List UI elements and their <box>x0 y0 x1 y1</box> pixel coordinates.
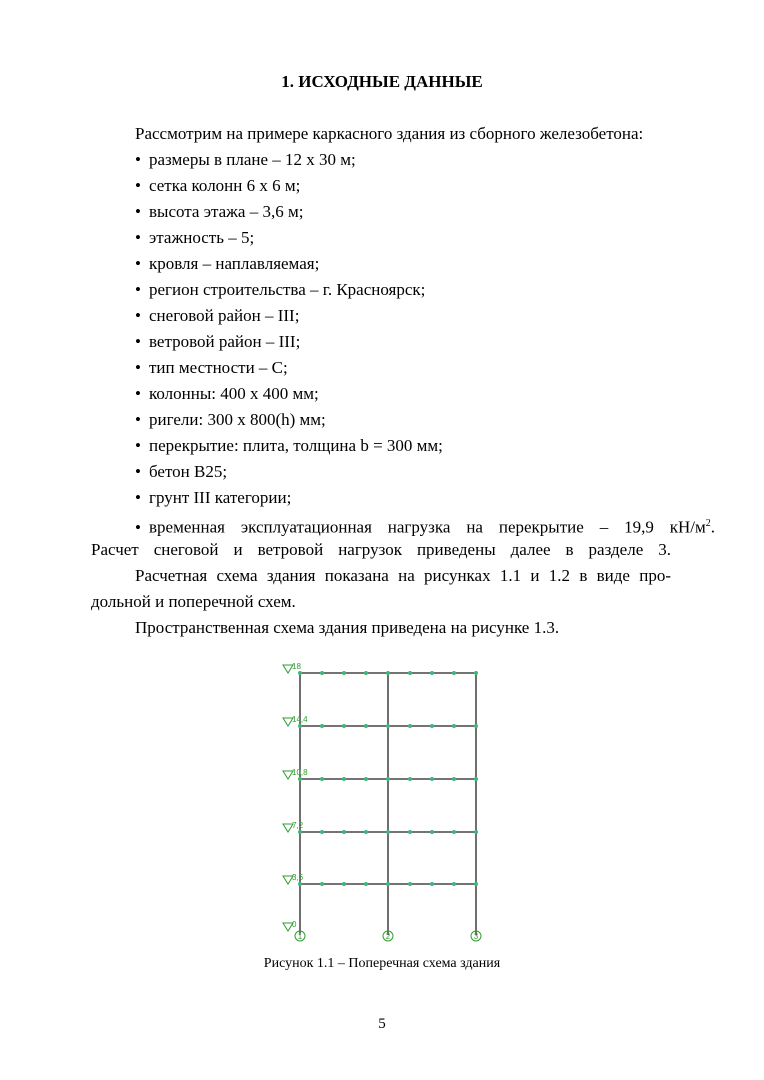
bullet-item <box>135 355 715 381</box>
frame-node <box>320 830 324 834</box>
bullet-mark: • <box>135 176 141 195</box>
axis-label: 1 <box>297 932 303 941</box>
bullet-text: этажность – 5; <box>149 228 255 247</box>
bullet-last-text: временная эксплуатационная нагрузка на перекрытие – 19,9 кН/м <box>149 517 706 537</box>
bullet-item <box>135 459 715 485</box>
frame-node <box>342 830 346 834</box>
bullet-mark: • <box>135 384 141 403</box>
bullet-item <box>135 381 715 407</box>
bullet-text: бетон В25; <box>149 462 228 481</box>
level-label: 7,2 <box>292 821 304 830</box>
frame-node <box>386 830 390 834</box>
bullet-mark: • <box>135 517 141 537</box>
frame-node <box>298 777 302 781</box>
frame-node <box>430 882 434 886</box>
frame-node <box>408 777 412 781</box>
figure-caption: Рисунок 1.1 – Поперечная схема здания <box>263 956 501 971</box>
frame-node <box>430 777 434 781</box>
frame-node <box>298 830 302 834</box>
frame-node <box>364 671 368 675</box>
bullet-text: грунт III категории; <box>149 488 292 507</box>
bullet-mark: • <box>135 202 141 221</box>
bullet-mark: • <box>135 410 141 429</box>
bullet-item <box>135 407 715 433</box>
bullet-item <box>135 147 715 173</box>
frame-node <box>298 671 302 675</box>
para-snow-wind: Расчет снеговой и ветровой нагрузок приведены далее в разделе 3. <box>91 540 671 559</box>
frame-diagram <box>275 655 495 950</box>
frame-node <box>430 830 434 834</box>
para-scheme-line2: дольной и поперечной схем. <box>91 592 296 611</box>
frame-node <box>342 724 346 728</box>
frame-node <box>452 724 456 728</box>
frame-node <box>408 830 412 834</box>
frame-node <box>386 671 390 675</box>
axis-label: 2 <box>385 932 391 941</box>
frame-node <box>474 777 478 781</box>
frame-node <box>364 777 368 781</box>
bullet-item <box>135 485 715 511</box>
para-spatial: Пространственная схема здания приведена на рисунке 1.3. <box>135 618 560 637</box>
frame-node <box>298 724 302 728</box>
frame-node <box>408 882 412 886</box>
frame-node <box>342 882 346 886</box>
frame-node <box>452 830 456 834</box>
bullet-item <box>135 433 715 459</box>
frame-node <box>474 724 478 728</box>
frame-node <box>298 882 302 886</box>
level-label: 14,4 <box>292 715 308 724</box>
level-label: 3,6 <box>292 873 304 882</box>
frame-node <box>386 882 390 886</box>
para-scheme-line1: Расчетная схема здания показана на рисунках 1.1 и 1.2 в виде про- <box>135 566 671 585</box>
bullet-text: кровля – наплавляемая; <box>149 254 320 273</box>
frame-node <box>364 830 368 834</box>
bullet-mark: • <box>135 488 141 507</box>
bullet-text: ригели: 300 х 800(h) мм; <box>149 410 326 429</box>
frame-node <box>408 671 412 675</box>
intro-text: Рассмотрим на примере каркасного здания из сборного железобетона: <box>135 124 644 143</box>
bullet-mark: • <box>135 150 141 169</box>
bullet-item <box>135 225 715 251</box>
bullet-item <box>135 199 715 225</box>
frame-node <box>452 882 456 886</box>
frame-members <box>300 673 476 935</box>
bullet-mark: • <box>135 436 141 455</box>
frame-node <box>386 724 390 728</box>
level-label: 10,8 <box>292 768 308 777</box>
bullet-item <box>135 251 715 277</box>
frame-node <box>474 882 478 886</box>
frame-node <box>452 777 456 781</box>
frame-node <box>386 777 390 781</box>
frame-node <box>430 724 434 728</box>
bullet-item <box>135 277 715 303</box>
bullet-mark: • <box>135 228 141 247</box>
frame-node <box>320 777 324 781</box>
bullet-mark: • <box>135 332 141 351</box>
frame-node <box>320 882 324 886</box>
bullet-item <box>135 173 715 199</box>
bullet-text: колонны: 400 х 400 мм; <box>149 384 319 403</box>
frame-node <box>320 671 324 675</box>
bullet-mark: • <box>135 254 141 273</box>
axis-markers <box>295 931 481 941</box>
frame-node <box>342 777 346 781</box>
frame-node <box>430 671 434 675</box>
section-title: 1. ИСХОДНЫЕ ДАННЫЕ <box>281 72 483 91</box>
frame-node <box>364 882 368 886</box>
frame-node <box>364 724 368 728</box>
bullet-last-end: . <box>710 517 715 537</box>
frame-node <box>474 671 478 675</box>
bullet-text: тип местности – С; <box>149 358 288 377</box>
frame-node <box>408 724 412 728</box>
bullet-text: снеговой район – III; <box>149 306 300 325</box>
frame-node <box>452 671 456 675</box>
bullet-mark: • <box>135 462 141 481</box>
bullet-text: ветровой район – III; <box>149 332 301 351</box>
bullet-mark: • <box>135 280 141 299</box>
unit-superscript: 2 <box>705 518 711 529</box>
bullet-text: регион строительства – г. Красноярск; <box>149 280 426 299</box>
bullet-text: сетка колонн 6 х 6 м; <box>149 176 301 195</box>
bullet-text: размеры в плане – 12 х 30 м; <box>149 150 356 169</box>
frame-node <box>342 671 346 675</box>
level-label: 18 <box>292 662 301 671</box>
bullet-item <box>135 329 715 355</box>
level-markers <box>283 662 308 931</box>
bullet-mark: • <box>135 358 141 377</box>
bullet-item <box>135 303 715 329</box>
level-label: 0 <box>292 920 297 929</box>
frame-node <box>474 830 478 834</box>
page-number: 5 <box>378 1016 386 1032</box>
bullet-text: перекрытие: плита, толщина b = 300 мм; <box>149 436 443 455</box>
axis-label: 3 <box>473 932 479 941</box>
frame-node <box>320 724 324 728</box>
bullet-text: высота этажа – 3,6 м; <box>149 202 304 221</box>
bullet-mark: • <box>135 306 141 325</box>
